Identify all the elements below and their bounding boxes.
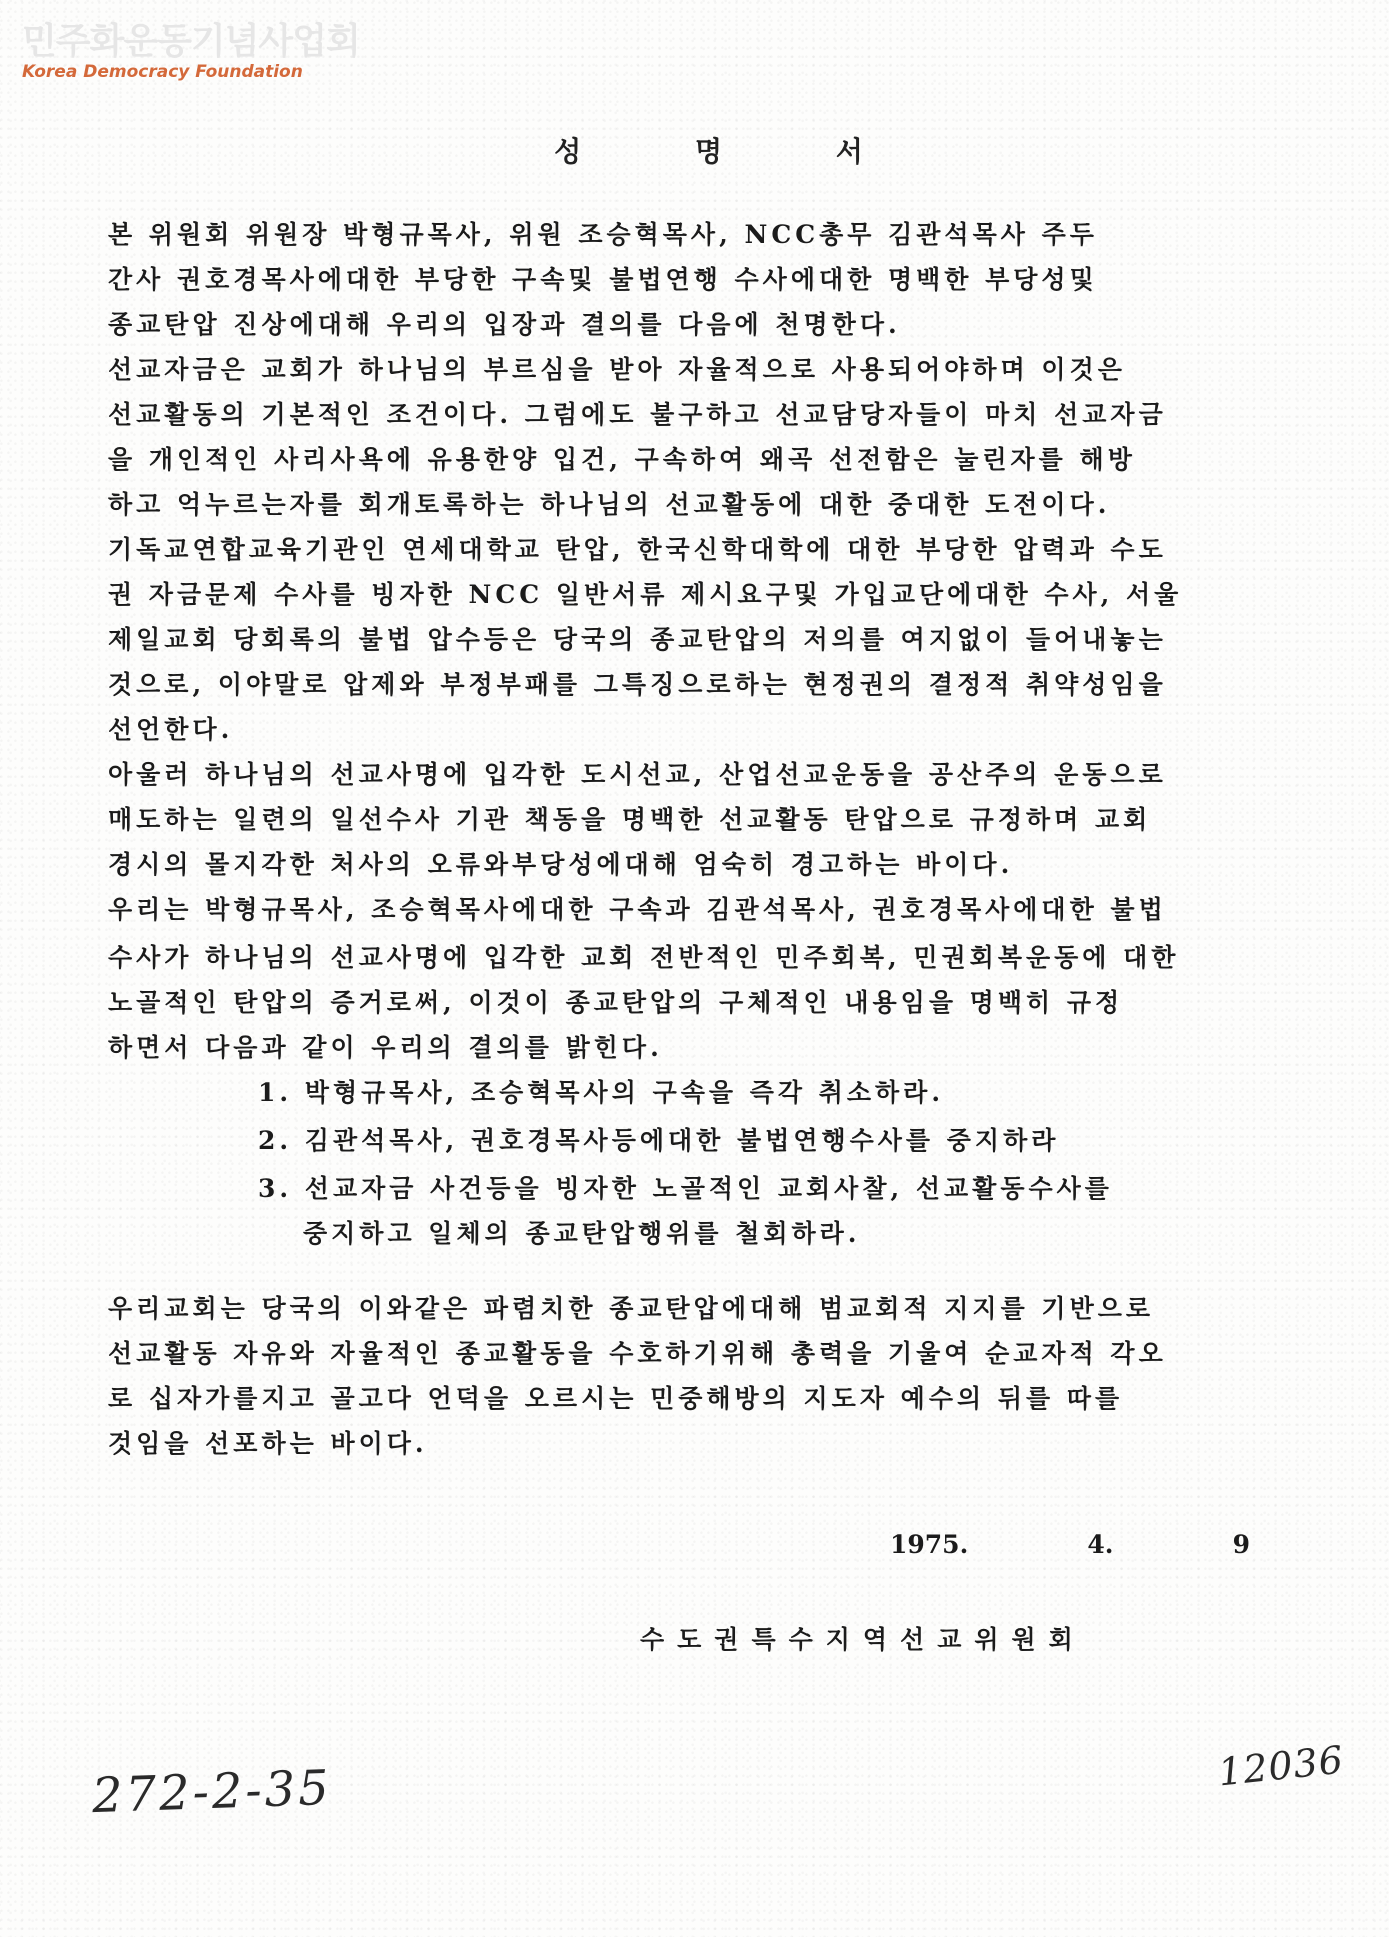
- closing-line: 우리교회는 당국의 이와같은 파렴치한 종교탄압에대해 범교회적 지지를 기반으로: [108, 1294, 1155, 1323]
- date-month: 4.: [1087, 1530, 1114, 1559]
- body-line: 제일교회 당회록의 불법 압수등은 당국의 종교탄압의 저의를 여지없이 들어내놓는: [108, 625, 1167, 654]
- body-line: 매도하는 일련의 일선수사 기관 책동을 명백한 선교활동 탄압으로 규정하며 교회: [108, 805, 1152, 834]
- demand-item-3-continued: 중지하고 일체의 종교탄압행위를 철회하라.: [303, 1219, 861, 1248]
- body-line: 아울러 하나님의 선교사명에 입각한 도시선교, 산업선교운동을 공산주의 운동으로: [108, 760, 1167, 789]
- body-line: 기독교연합교육기관인 연세대학교 탄압, 한국신학대학에 대한 부당한 압력과 수도: [108, 535, 1167, 564]
- body-line: 노골적인 탄압의 증거로써, 이것이 종교탄압의 구체적인 내용임을 명백히 규정: [108, 988, 1124, 1017]
- statement-body: [108, 212, 1258, 1466]
- closing-paragraph: [108, 1286, 1258, 1466]
- body-line: 우리는 박형규목사, 조승혁목사에대한 구속과 김관석목사, 권호경목사에대한 불법: [108, 895, 1167, 924]
- body-line: 권 자금문제 수사를 빙자한 NCC 일반서류 제시요구및 가입교단에대한 수사, 서울: [108, 580, 1183, 609]
- issuing-organization: 수도권특수지역선교위원회: [640, 1625, 1086, 1654]
- body-line: 수사가 하나님의 선교사명에 입각한 교회 전반적인 민주회복, 민권회복운동에 대한: [108, 943, 1180, 972]
- watermark: [22, 22, 360, 82]
- closing-line: 로 십자가를지고 골고다 언덕을 오르시는 민중해방의 지도자 예수의 뒤를 따를: [108, 1384, 1124, 1413]
- document-title: 성 명 서: [554, 135, 915, 168]
- watermark-korean: 민주화운동기념사업회: [22, 21, 360, 62]
- body-line: 하고 억누르는자를 회개토록하는 하나님의 선교활동에 대한 중대한 도전이다.: [108, 490, 1111, 519]
- demand-item-1: 1. 박형규목사, 조승혁목사의 구속을 즉각 취소하라.: [258, 1078, 945, 1107]
- watermark-english: Korea Democracy Foundation: [22, 62, 303, 82]
- demand-item-2: 2. 김관석목사, 권호경목사등에대한 불법연행수사를 중지하라: [258, 1126, 1060, 1155]
- closing-line: 선교활동 자유와 자율적인 종교활동을 수호하기위해 총력을 기울여 순교자적 각오: [108, 1339, 1167, 1368]
- date-year: 1975.: [890, 1530, 969, 1559]
- body-line: 선교자금은 교회가 하나님의 부르심을 받아 자율적으로 사용되어야하며 이것은: [108, 355, 1126, 384]
- body-line: 을 개인적인 사리사욕에 유용한양 입건, 구속하여 왜곡 선전함은 눌린자를 해방: [108, 445, 1136, 474]
- body-line: 본 위원회 위원장 박형규목사, 위원 조승혁목사, NCC총무 김관석목사 주두: [108, 220, 1098, 249]
- body-line: 선언한다.: [108, 715, 234, 744]
- handwritten-archive-number: 272-2-35: [91, 1759, 333, 1825]
- body-line: 간사 권호경목사에대한 부당한 구속및 불법연행 수사에대한 명백한 부당성및: [108, 265, 1098, 294]
- body-line: 것으로, 이야말로 압제와 부정부패를 그특징으로하는 현정권의 결정적 취약성임을: [108, 670, 1167, 699]
- statement-date: [890, 1530, 1250, 1559]
- handwritten-page-number: 12036: [1216, 1737, 1346, 1795]
- closing-line: 것임을 선포하는 바이다.: [108, 1429, 428, 1458]
- demand-item-3: 3. 선교자금 사건등을 빙자한 노골적인 교회사찰, 선교활동수사를: [258, 1174, 1113, 1203]
- body-line: 종교탄압 진상에대해 우리의 입장과 결의를 다음에 천명한다.: [108, 310, 901, 339]
- date-day: 9: [1232, 1530, 1250, 1559]
- body-line: 하면서 다음과 같이 우리의 결의를 밝힌다.: [108, 1033, 663, 1062]
- body-line: 선교활동의 기본적인 조건이다. 그럼에도 불구하고 선교담당자들이 마치 선교자금: [108, 400, 1167, 429]
- body-line: 경시의 몰지각한 처사의 오류와부당성에대해 엄숙히 경고하는 바이다.: [108, 850, 1014, 879]
